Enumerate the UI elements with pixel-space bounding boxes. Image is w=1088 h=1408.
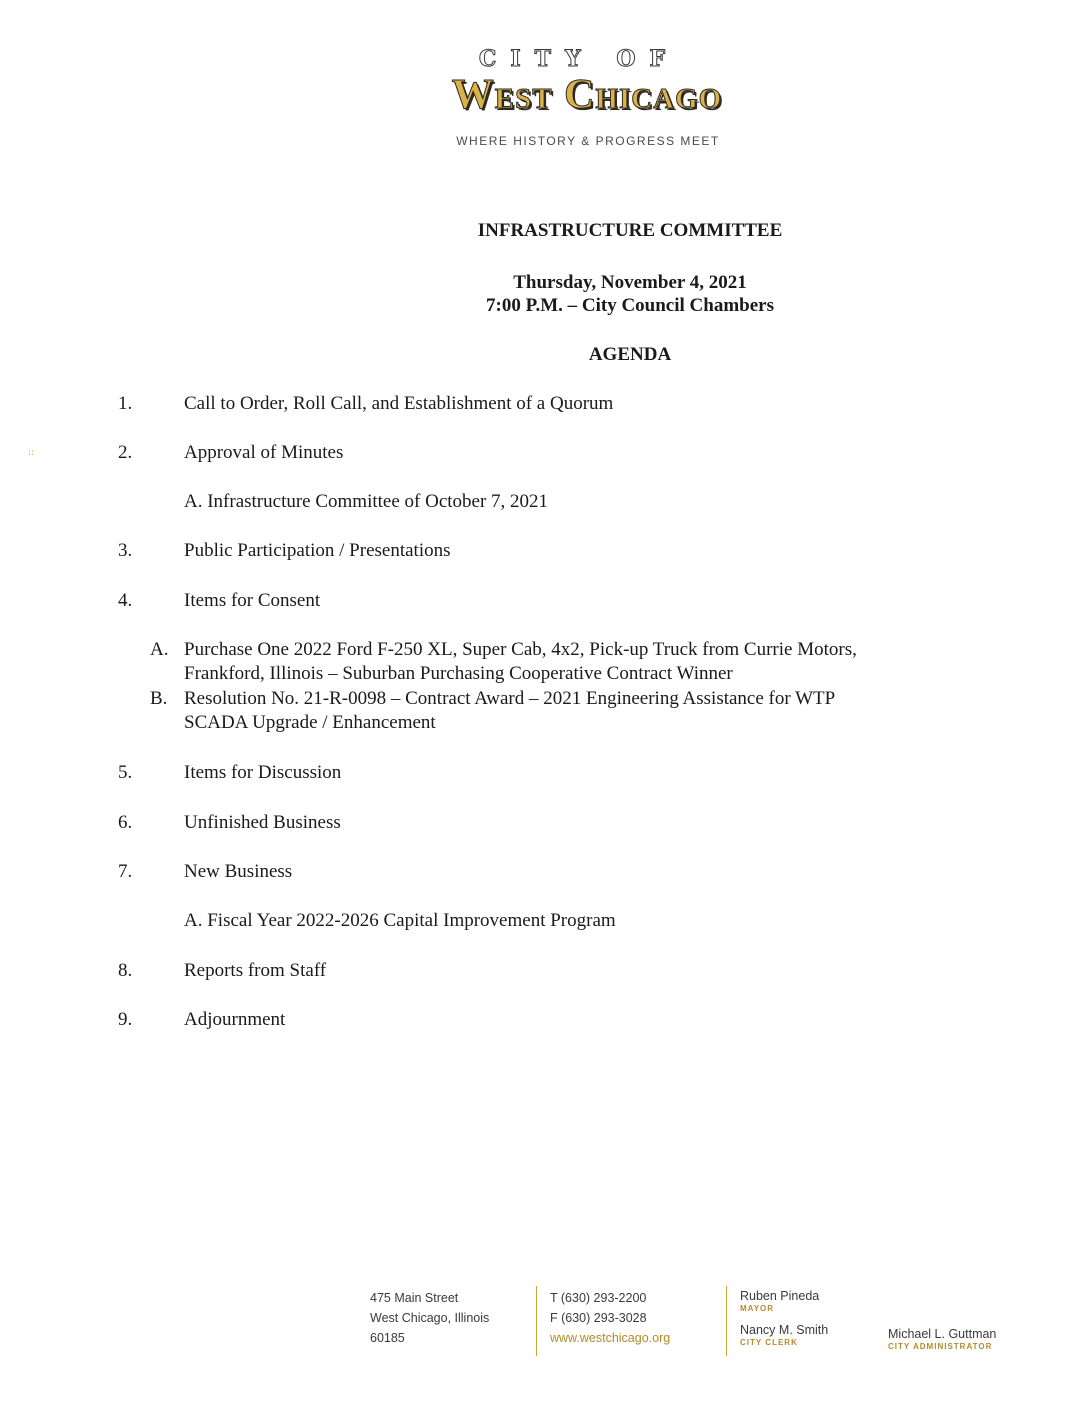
sub-item-line: Frankford, Illinois – Suburban Purchasing Cooperative Contract Winner	[184, 663, 733, 684]
sub-item-letter: A.	[150, 639, 169, 660]
item-text: Items for Discussion	[184, 762, 342, 783]
item-text: Public Participation / Presentations	[184, 540, 451, 561]
clerk-name: Nancy M. Smith	[740, 1323, 829, 1337]
address-line: 475 Main Street	[370, 1291, 459, 1305]
item-number: 5.	[118, 762, 133, 783]
tagline: WHERE HISTORY & PROGRESS MEET	[456, 134, 720, 148]
item-text: Call to Order, Roll Call, and Establishment of a Quorum	[184, 393, 614, 414]
meeting-time-place: 7:00 P.M. – City Council Chambers	[486, 295, 774, 316]
administrator-role: CITY ADMINISTRATOR	[888, 1342, 993, 1351]
sub-item-line: SCADA Upgrade / Enhancement	[184, 712, 436, 733]
city-logo	[0, 46, 1088, 118]
administrator-name: Michael L. Guttman	[888, 1327, 997, 1341]
agenda-title: AGENDA	[588, 344, 672, 365]
sub-item-new-business: A. Fiscal Year 2022-2026 Capital Improvement Program	[184, 910, 616, 931]
fax: F (630) 293-3028	[550, 1311, 647, 1325]
item-number: 1.	[118, 393, 133, 414]
footer-address	[370, 1288, 489, 1348]
mayor-name: Ruben Pineda	[740, 1289, 820, 1303]
committee-title: INFRASTRUCTURE COMMITTEE	[477, 220, 783, 241]
address-line: West Chicago, Illinois	[370, 1311, 490, 1325]
item-number: 4.	[118, 590, 133, 611]
footer-divider	[726, 1286, 727, 1356]
clerk-role: CITY CLERK	[740, 1338, 798, 1347]
logo-top-line: CITY OF	[478, 46, 680, 72]
item-text: Items for Consent	[184, 590, 321, 611]
meeting-date: Thursday, November 4, 2021	[513, 272, 747, 293]
margin-mark: ::	[28, 448, 35, 458]
sub-item-minutes: A. Infrastructure Committee of October 7, 2021	[184, 491, 549, 512]
item-number: 9.	[118, 1009, 133, 1030]
website-link[interactable]: www.westchicago.org	[550, 1331, 671, 1345]
logo-main-line: West Chicago	[451, 72, 723, 118]
item-number: 2.	[118, 442, 133, 463]
item-number: 8.	[118, 960, 133, 981]
footer-contact	[550, 1288, 670, 1348]
item-text: New Business	[184, 861, 293, 882]
item-text: Reports from Staff	[184, 960, 327, 981]
item-number: 3.	[118, 540, 133, 561]
sub-item-line: Purchase One 2022 Ford F-250 XL, Super Cab, 4x2, Pick-up Truck from Currie Motors,	[184, 639, 857, 660]
item-number: 7.	[118, 861, 133, 882]
footer-administrator	[888, 1326, 996, 1352]
footer-divider	[536, 1286, 537, 1356]
item-text: Unfinished Business	[184, 812, 341, 833]
mayor-role: MAYOR	[740, 1304, 775, 1313]
address-line: 60185	[370, 1331, 405, 1345]
phone: T (630) 293-2200	[550, 1291, 647, 1305]
footer-officials	[740, 1288, 828, 1348]
item-number: 6.	[118, 812, 133, 833]
item-text: Adjournment	[184, 1009, 286, 1030]
item-text: Approval of Minutes	[184, 442, 344, 463]
sub-item-line: Resolution No. 21-R-0098 – Contract Award – 2021 Engineering Assistance for WTP	[184, 688, 836, 709]
sub-item-letter: B.	[150, 688, 168, 709]
